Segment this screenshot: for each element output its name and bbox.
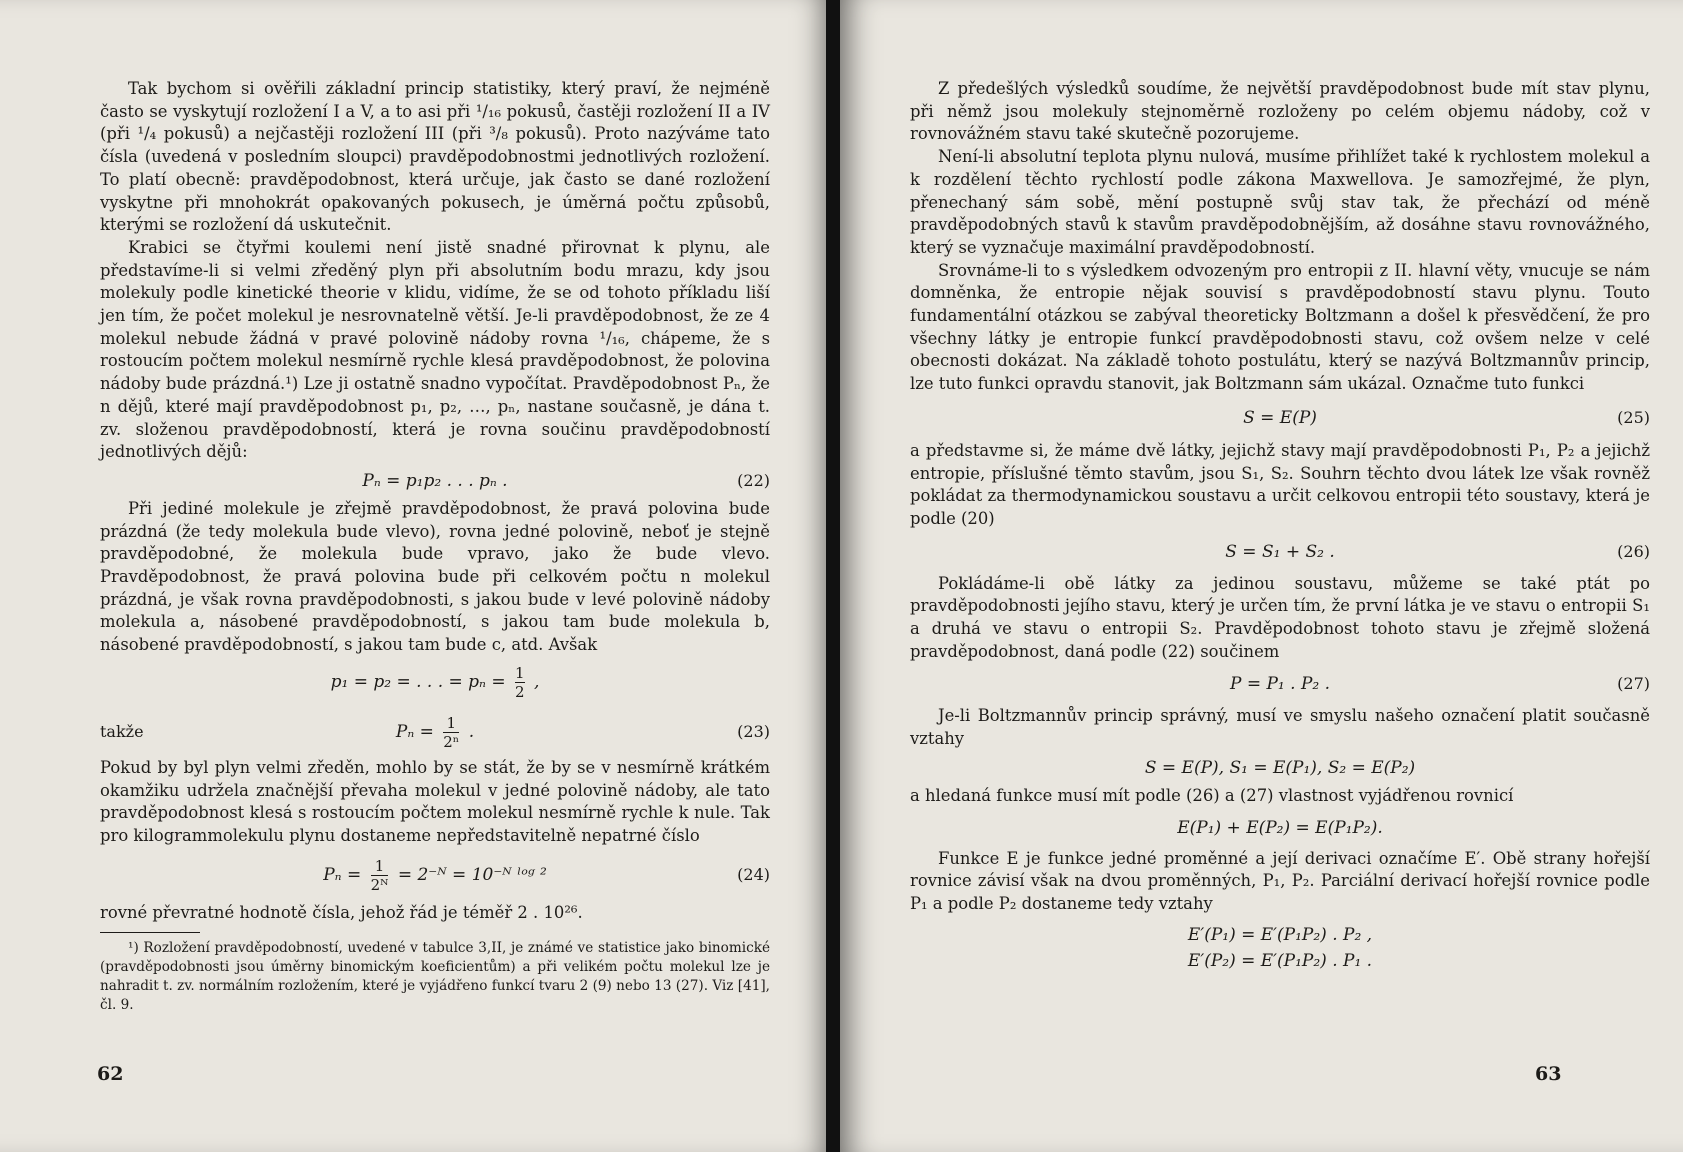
takze-label: takže	[100, 721, 144, 741]
equation-relations	[910, 751, 1650, 785]
paragraph: Z předešlých výsledků soudíme, že největší pravděpodobnost bude mít stav plynu, při němž jsou molekuly stejnoměrně rozloženy po celém objemu nádoby, což v rovnovážném stavu také skutečně pozorujeme.	[910, 79, 1650, 144]
fraction	[371, 857, 389, 894]
fraction-numerator: 1	[374, 856, 385, 875]
equation-text: Pₙ =	[323, 864, 362, 885]
equation-text: E′(P₁) = E′(P₁P₂) . P₂ ,	[1187, 924, 1373, 945]
equation-number: (22)	[737, 470, 770, 490]
equation-number: (25)	[1617, 407, 1650, 427]
paragraph: Funkce E je funkce jedné proměnné a její derivaci označíme E′. Obě strany hořejší rovnice závisí však na dvou proměnných, P₁, P₂. Parciální derivací hořejší rovnice podle P₁ a podle P₂ dostaneme tedy vztahy	[910, 848, 1650, 913]
fraction	[443, 714, 459, 751]
paragraph: Pokud by byl plyn velmi zředěn, mohlo by se stát, že by se v nesmírně krátkém okamžiku udržela značnější převaha molekul v jedné polovině nádoby, ale tato pravděpodobnost klesá s rostoucím počtem molekul nesmírně rychle k nule. Tak pro kilogrammolekulu plynu dostaneme nepředstavitelně nepatrné číslo	[100, 757, 770, 845]
equation-25	[910, 396, 1650, 440]
footnote-rule	[100, 932, 200, 933]
paragraph: Pokládáme-li obě látky za jedinou soustavu, můžeme se také ptát po pravděpodobnosti jejího stavu, který je určen tím, že první látka je ve stavu o entropii S₁ a druhá ve stavu o entropii S₂. Pravděpodobnost tohoto stavu je zřejmě složená pravděpodobnost, daná podle (22) součinem	[910, 573, 1650, 661]
equation-number: (24)	[737, 864, 770, 884]
equation-text: S = E(P), S₁ = E(P₁), S₂ = E(P₂)	[1144, 757, 1416, 778]
equation-23	[100, 707, 770, 757]
equation-text: .	[468, 721, 475, 742]
paragraph: rovné převratné hodnotě čísla, jehož řád je téměř 2 . 10²⁶.	[100, 902, 583, 922]
equation-text: Pₙ = p₁p₂ . . . pₙ .	[362, 470, 508, 491]
equation-derivative-2	[910, 948, 1650, 974]
equation-text: P = P₁ . P₂ .	[1229, 674, 1331, 695]
footnote: ¹) Rozložení pravděpodobností, uvedené v tabulce 3,II, je známé ve statistice jako binomické (pravděpodobnosti jsou úměrny binomickým koeficientům) a při velikém počtu molekul lze je nahradit t. zv. normálním rozložením, které je vyjádřeno funkcí tvaru 2 (9) nebo 13 (27). Viz [41], čl. 9.	[100, 940, 770, 1014]
fraction-numerator: 1	[515, 663, 525, 682]
equation-26	[910, 531, 1650, 573]
equation-text: Pₙ =	[395, 721, 434, 742]
left-page	[0, 0, 832, 1152]
equation-p-equal	[100, 657, 770, 707]
equation-text: E(P₁) + E(P₂) = E(P₁P₂).	[1177, 817, 1383, 838]
paragraph: Při jediné molekule je zřejmě pravděpodobnost, že pravá polovina bude prázdná (že tedy molekula bude vlevo), rovna jedné polovině, neboť je stejně pravděpodobné, že molekula bude vpravo, jako že bude vlevo. Pravděpodobnost, že pravá polovina bude při celkovém počtu n molekul prázdná, je však rovna pravděpodobnosti, s jakou bude v levé polovině nádoby molekula a, násobené pravděpodobností, s jakou tam bude molekula b, násobené pravděpodobností, s jakou tam bude c, atd. Avšak	[100, 498, 770, 655]
fraction-numerator: 1	[446, 713, 457, 732]
equation-text: S = E(P)	[1243, 407, 1317, 428]
left-page-body	[100, 78, 770, 1015]
paragraph: Je-li Boltzmannův princip správný, musí ve smyslu našeho označení platit současně vztahy	[910, 706, 1650, 749]
right-page-body	[910, 78, 1650, 974]
paragraph: Tak bychom si ověřili základní princip statistiky, který praví, že nejméně často se vyskytují rozložení I a V, a to asi při ¹/₁₆ pokusů, častěji rozložení II a IV (při ¹/₄ pokusů) a nejčastěji rozložení III (při ³/₈ pokusů). Proto nazýváme tato čísla (uvedená v posledním sloupci) pravděpodobnostmi jednotlivých rozložení. To platí obecně: pravděpodobnost, která určuje, jak často se dané rozložení vyskytne při mnohokrát opakovaných pokusech, je úměrná počtu způsobů, kterými se rozložení dá uskutečnit.	[100, 79, 770, 235]
paragraph: Není-li absolutní teplota plynu nulová, musíme přihlížet také k rychlostem molekul a k rozdělení těchto rychlostí podle zákona Maxwellova. Je samozřejmé, že plyn, přenechaný sám sobě, mění postupně svůj stav tak, že přechází od méně pravděpodobných stavů k stavům pravděpodobnějším, až dosáhne stavu rovnovážného, který se vyznačuje maximální pravděpodobností.	[910, 147, 1650, 257]
fraction-denominator: 2ᴺ	[370, 875, 389, 894]
paragraph: Krabici se čtyřmi koulemi není jistě snadné přirovnat k plynu, ale představíme-li si velmi zředěný plyn při absolutním bodu mrazu, kdy jsou molekuly podle kinetické theorie v klidu, vidíme, že se od tohoto příkladu liší jen tím, že počet molekul je nesrovnatelně větší. Je-li pravděpodobnost, že ze 4 molekul nebude žádná v pravé polovině nádoby rovna ¹/₁₆, chápeme, že s rostoucím počtem molekul nesmírně rychle klesá pravděpodobnost, že polovina nádoby bude prázdná.¹) Lze ji ostatně snadno vypočítat. Pravděpodobnost Pₙ, že n dějů, které mají pravděpodobnost p₁, p₂, …, pₙ, nastane současně, je dána t. zv. složenou pravděpodobností, která je rovna součinu pravděpodobností jednotlivých dějů:	[100, 237, 770, 462]
page-number: 63	[1535, 1063, 1562, 1085]
equation-number: (23)	[737, 721, 770, 741]
equation-number: (26)	[1617, 541, 1650, 561]
page-number: 62	[97, 1063, 124, 1085]
equation-derivative-1	[910, 922, 1650, 948]
equation-functional	[910, 808, 1650, 848]
equation-27	[910, 663, 1650, 705]
equation-text: S = S₁ + S₂ .	[1225, 541, 1335, 562]
paragraph: a hledaná funkce musí mít podle (26) a (27) vlastnost vyjádřenou rovnicí	[910, 785, 1514, 805]
equation-text: = 2⁻ᴺ = 10⁻ᴺ ˡᵒᵍ ²	[397, 864, 547, 885]
equation-text: E′(P₂) = E′(P₁P₂) . P₁ .	[1187, 950, 1373, 971]
fraction-denominator: 2ⁿ	[443, 732, 460, 751]
fraction-denominator: 2	[515, 682, 525, 701]
paragraph: Srovnáme-li to s výsledkem odvozeným pro entropii z II. hlavní věty, vnucuje se nám domněnka, že entropie nějak souvisí s pravděpodobností stavu plynu. Touto fundamentální otázkou se zabýval theoreticky Boltzmann a došel k přesvědčení, že pro všechny látky je entropie funkcí pravděpodobnosti stavu, což ovšem nelze v celé obecnosti dokázat. Na základě tohoto postulátu, který se nazývá Boltzmannův princip, lze tuto funkci opravdu stanovit, jak Boltzmann sám ukázal. Označme tuto funkci	[910, 260, 1650, 394]
equation-22	[100, 464, 770, 498]
right-page	[840, 0, 1683, 1152]
paragraph: a představme si, že máme dvě látky, jejichž stavy mají pravděpodobnosti P₁, P₂ a jejichž entropie, příslušné těmto stavům, jsou S₁, S₂. Souhrn těchto dvou látek lze však rovněž pokládat za thermodynamickou soustavu a určit celkovou entropii této soustavy, která je podle (20)	[910, 440, 1650, 528]
equation-24	[100, 848, 770, 902]
equation-text: p₁ = p₂ = . . . = pₙ =	[330, 671, 506, 692]
equation-text: ,	[533, 671, 540, 692]
fraction	[515, 664, 525, 701]
equation-number: (27)	[1617, 674, 1650, 694]
